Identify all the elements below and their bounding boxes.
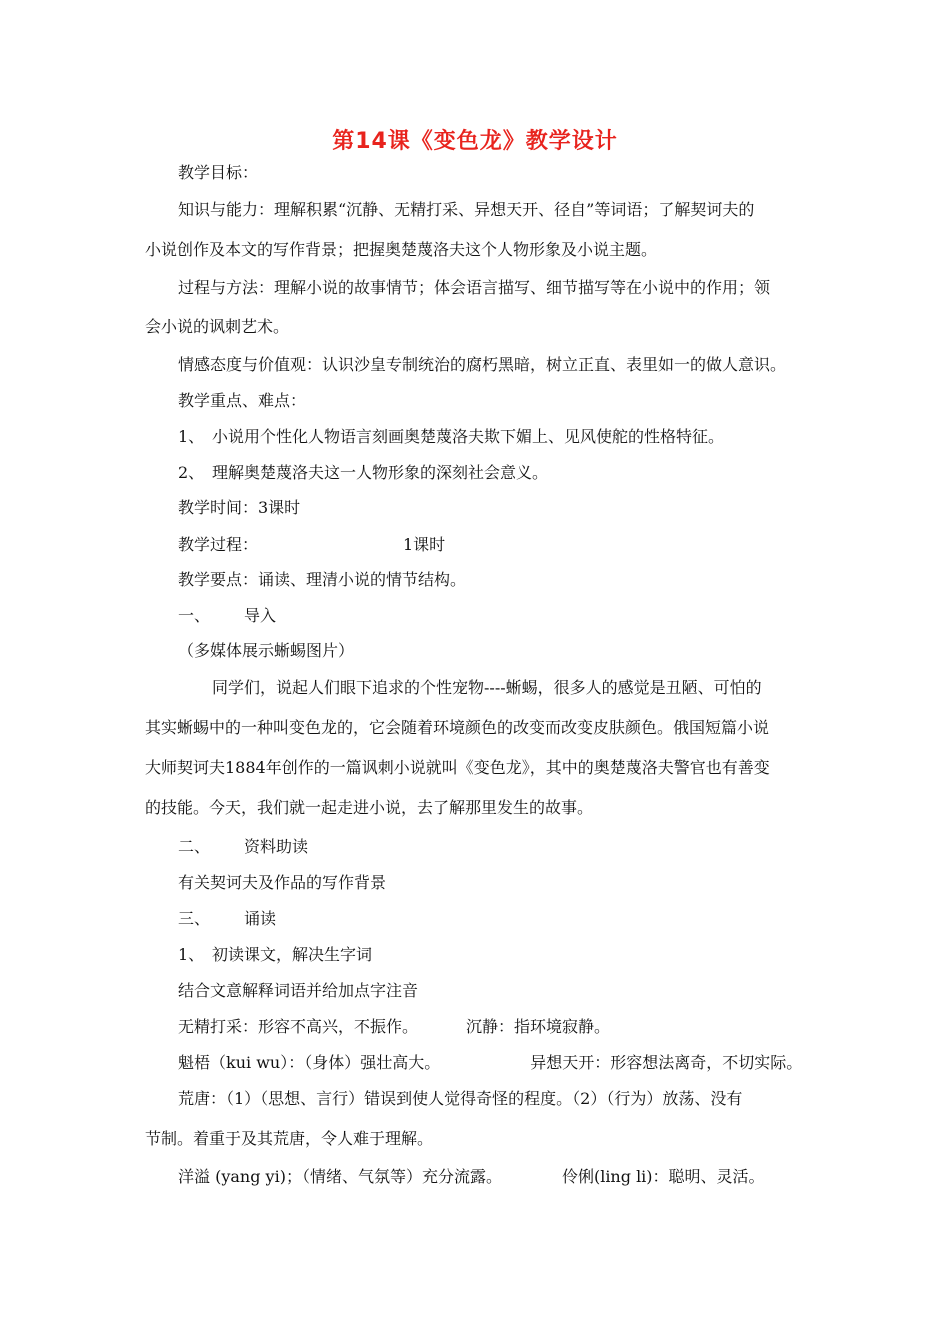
paragraph-line: 情感态度与价值观：认识沙皇专制统治的腐朽黑暗，树立正直、表里如一的做人意识。: [178, 355, 787, 374]
section-heading-text: 诵读: [244, 909, 277, 928]
section-heading: [178, 909, 276, 929]
list-item-text: 初读课文，解决生字词: [212, 945, 373, 964]
vocab-line: [178, 1167, 765, 1187]
teaching-time: 教学时间：3课时: [178, 498, 301, 517]
paragraph-line: 有关契诃夫及作品的写作背景: [178, 873, 387, 892]
paragraph-line: 会小说的讽刺艺术。: [145, 317, 290, 336]
vocab-entry: 无精打采：形容不高兴，不振作。: [178, 1017, 419, 1036]
paragraph-line: 大师契诃夫1884年创作的一篇讽刺小说就叫《变色龙》，其中的奥楚蔑洛夫警官也有善变: [145, 758, 770, 777]
section-number: 一、: [178, 606, 211, 625]
paragraph-line: 过程与方法：理解小说的故事情节；体会语言描写、细节描写等在小说中的作用；领: [178, 278, 771, 297]
vocab-line: 节制。着重于及其荒唐，令人难于理解。: [145, 1129, 434, 1148]
vocab-line: [178, 1017, 610, 1037]
process-session: 1课时: [403, 535, 446, 554]
list-item: [178, 463, 548, 483]
section-heading: [178, 606, 276, 626]
media-note: （多媒体展示蜥蜴图片）: [178, 641, 355, 660]
paragraph-line: 知识与能力：理解积累“沉静、无精打采、异想天开、径自”等词语；了解契诃夫的: [178, 200, 755, 219]
teaching-points: 教学要点：诵读、理清小说的情节结构。: [178, 570, 467, 589]
vocab-entry: 魁梧（kui wu）：（身体）强壮高大。: [178, 1053, 441, 1072]
paragraph-line: 同学们，说起人们眼下追求的个性宠物----蜥蜴，很多人的感觉是丑陋、可怕的: [212, 678, 762, 697]
list-number: 2、: [178, 463, 205, 482]
section-heading-text: 导入: [244, 606, 277, 625]
list-item-text: 理解奥楚蔑洛夫这一人物形象的深刻社会意义。: [212, 463, 549, 482]
vocab-line: [178, 1053, 802, 1073]
paragraph-line: 结合文意解释词语并给加点字注音: [178, 981, 419, 1000]
list-item-text: 小说用个性化人物语言刻画奥楚蔑洛夫欺下媚上、见风使舵的性格特征。: [212, 427, 725, 446]
section-number: 三、: [178, 909, 211, 928]
vocab-line: 荒唐：（1）（思想、言行）错误到使人觉得奇怪的程度。（2）（行为）放荡、没有: [178, 1089, 743, 1108]
teaching-process: [178, 535, 445, 555]
process-label: 教学过程：: [178, 535, 259, 554]
section-number: 二、: [178, 837, 211, 856]
page-title: 第14课《变色龙》教学设计: [332, 129, 618, 154]
vocab-entry: 洋溢 (yang yi)；（情绪、气氛等）充分流露。: [178, 1167, 502, 1186]
section-label-objectives: 教学目标：: [178, 163, 259, 182]
list-item: [178, 427, 724, 447]
list-number: 1、: [178, 945, 205, 964]
list-item: [178, 945, 372, 965]
section-label-key-points: 教学重点、难点：: [178, 391, 307, 410]
vocab-entry: 伶俐(ling li)：聪明、灵活。: [561, 1167, 765, 1186]
paragraph-line: 其实蜥蜴中的一种叫变色龙的，它会随着环境颜色的改变而改变皮肤颜色。俄国短篇小说: [145, 718, 770, 737]
section-heading: [178, 837, 308, 857]
paragraph-line: 的技能。今天，我们就一起走进小说，去了解那里发生的故事。: [145, 798, 594, 817]
list-number: 1、: [178, 427, 205, 446]
paragraph-line: 小说创作及本文的写作背景；把握奥楚蔑洛夫这个人物形象及小说主题。: [145, 240, 658, 259]
section-heading-text: 资料助读: [244, 837, 309, 856]
vocab-entry: 异想天开：形容想法离奇，不切实际。: [530, 1053, 803, 1072]
vocab-entry: 沉静：指环境寂静。: [466, 1017, 611, 1036]
